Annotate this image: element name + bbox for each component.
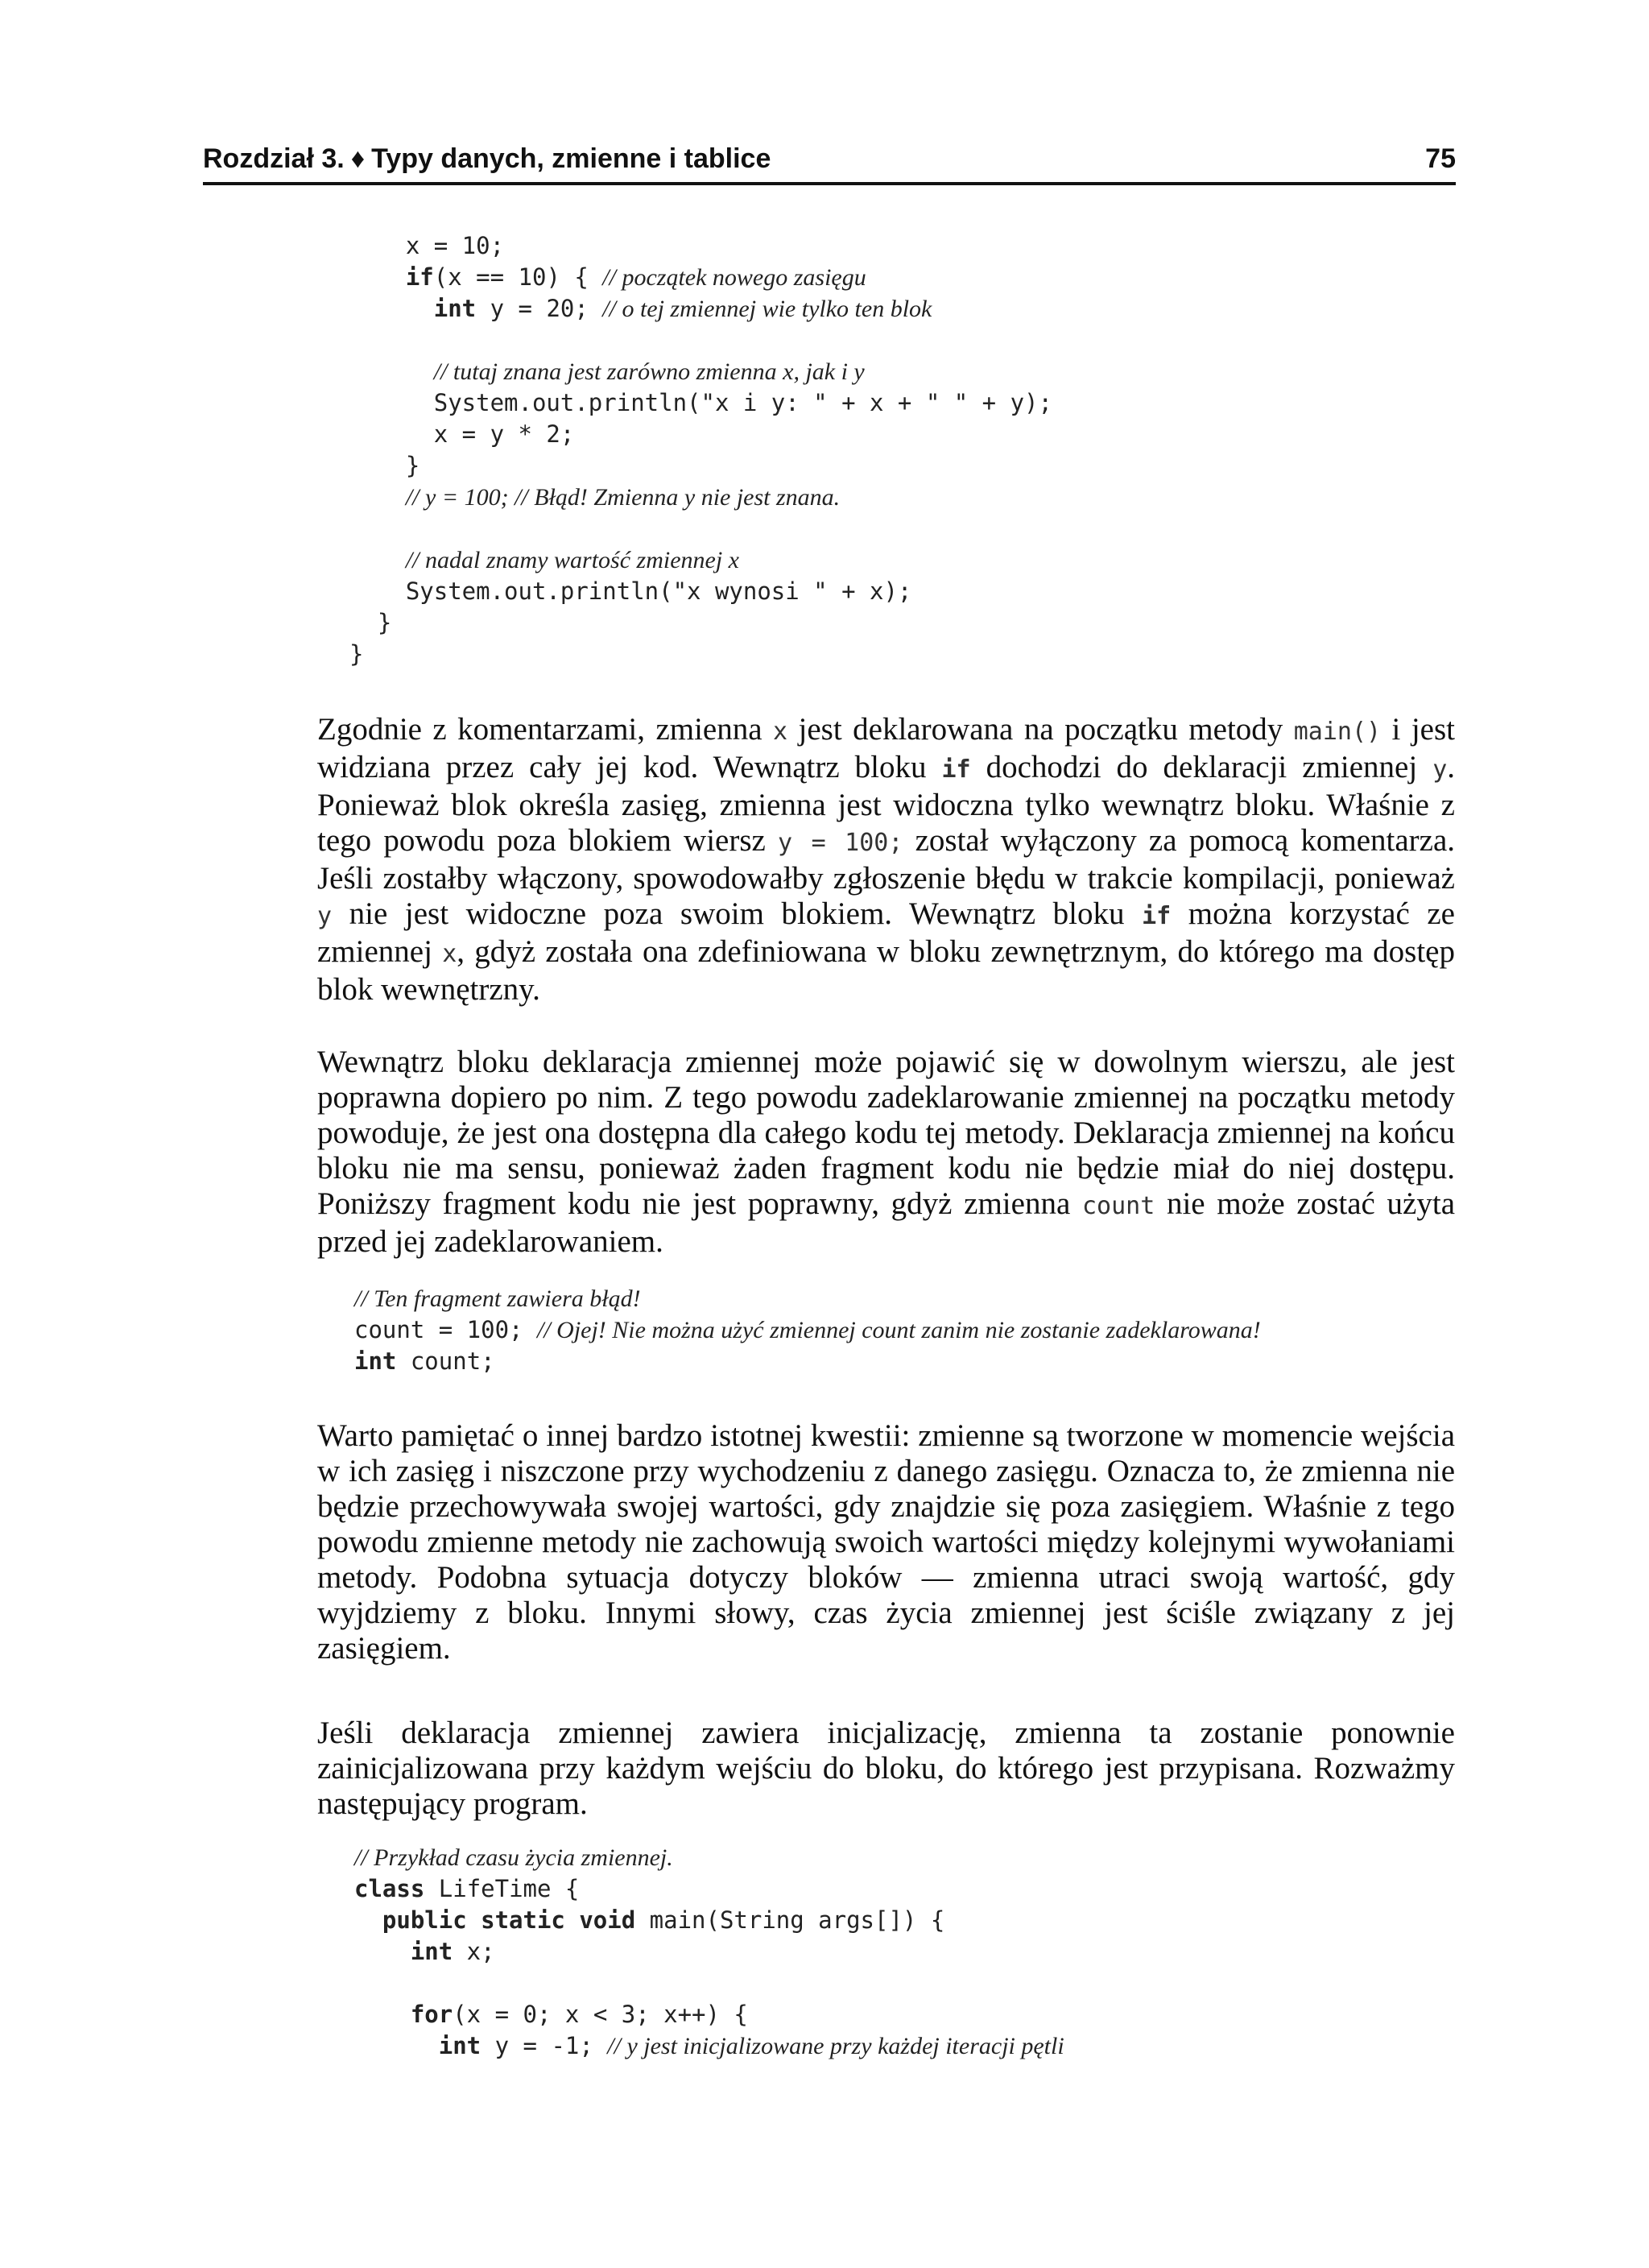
code-line (349, 544, 1052, 576)
code-line: int count; (354, 1347, 495, 1375)
code-comment: // początek nowego zasięgu (602, 264, 866, 291)
code-comment: // nadal znamy wartość zmiennej x (405, 547, 739, 573)
code-line: if(x == 10) { // początek nowego zasięgu (349, 263, 866, 291)
code-line: } (349, 609, 392, 636)
diamond-icon: ♦ (350, 143, 366, 174)
code-comment: // Ten fragment zawiera błąd! (354, 1285, 641, 1312)
inline-code: x (442, 940, 457, 968)
inline-code: x (773, 718, 788, 746)
chapter-name: Typy danych, zmienne i tablice (371, 143, 771, 174)
inline-code: if (941, 755, 971, 784)
body-paragraph: Jeśli deklaracja zmiennej zawiera inicjalizację, zmienna ta zostanie ponownie zainicjalizowana przy każdym wejściu do bloku, do którego jest przypisana. Rozważmy następujący program. (317, 1715, 1455, 1821)
code-line (349, 356, 1052, 387)
code-line: System.out.println("x wynosi " + x); (349, 577, 912, 605)
inline-code: y = 100; (778, 829, 903, 857)
code-line-blank (349, 325, 1052, 356)
code-block-lifetime-example (354, 1842, 1064, 2062)
code-block-error-example (354, 1283, 1261, 1377)
inline-code: if (1142, 902, 1172, 930)
page-number: 75 (1425, 143, 1456, 174)
code-line: for(x = 0; x < 3; x++) { (354, 2001, 748, 2028)
code-line (354, 1842, 1064, 1873)
inline-code: y (1432, 755, 1448, 784)
inline-code: count (1081, 1192, 1155, 1220)
body-paragraph: Warto pamiętać o innej bardzo istotnej kwestii: zmienne są tworzone w momencie wejścia w ich zasięg i niszczone przy wychodzeniu z danego zasięgu. Oznacza to, że zmienna nie będzie przechowywała swojej wartości, gdy znajdzie się poza zasięgiem. Właśnie z tego powodu zmienne metody nie zachowują swoich wartości między kolejnymi wywołaniami metody. Podobna sytuacja dotyczy bloków — zmienna utraci swoją wartość, gdy wyjdziemy z bloku. Innymi słowy, czas życia zmiennej jest ściśle związany z jej zasięgiem. (317, 1418, 1455, 1666)
code-line: } (349, 640, 364, 668)
running-header (203, 143, 1456, 185)
code-line (354, 1283, 1261, 1314)
code-comment: // Ojej! Nie można użyć zmiennej count zanim nie zostanie zadeklarowana! (536, 1317, 1261, 1343)
code-line: class LifeTime { (354, 1875, 580, 1902)
inline-code: y (317, 902, 333, 930)
code-line: x = y * 2; (349, 420, 575, 448)
code-line: count = 100; // Ojej! Nie można użyć zmiennej count zanim nie zostanie zadeklarowana! (354, 1316, 1261, 1343)
code-comment: // tutaj znana jest zarówno zmienna x, jak i y (433, 358, 865, 385)
body-paragraph: Zgodnie z komentarzami, zmienna x jest deklarowana na początku metody main() i jest widziana przez cały jej kod. Wewnątrz bloku if dochodzi do deklaracji zmiennej y. Ponieważ blok określa zasięg, zmienna jest widoczna tylko wewnątrz bloku. Właśnie z tego powodu poza blokiem wiersz y = 100; został wyłączony za pomocą komentarza. Jeśli zostałby włączony, spowodowałby zgłoszenie błędu w trakcie kompilacji, ponieważ y nie jest widoczne poza swoim blokiem. Wewnątrz bloku if można korzystać ze zmiennej x, gdyż została ona zdefiniowana w bloku zewnętrznym, do którego ma dostęp blok wewnętrzny. (317, 712, 1456, 1007)
code-block-scope-example (349, 230, 1052, 670)
code-comment: // Przykład czasu życia zmiennej. (354, 1844, 673, 1871)
code-line: int x; (354, 1938, 495, 1965)
code-line-blank (354, 1968, 1064, 1999)
code-line (349, 482, 1052, 513)
chapter-title (203, 143, 771, 175)
code-comment: // o tej zmiennej wie tylko ten blok (602, 296, 932, 322)
code-line: System.out.println("x i y: " + x + " " + y); (349, 389, 1052, 416)
code-line-blank (349, 513, 1052, 544)
inline-code: main() (1293, 718, 1382, 746)
code-line: x = 10; (349, 232, 505, 259)
chapter-number: Rozdział 3. (203, 143, 345, 174)
body-paragraph: Wewnątrz bloku deklaracja zmiennej może pojawić się w dowolnym wierszu, ale jest poprawna dopiero po nim. Z tego powodu zadeklarowanie zmiennej na początku metody powoduje, że jest ona dostępna dla całego kodu tej metody. Deklaracja zmiennej na końcu bloku nie ma sensu, ponieważ żaden fragment kodu nie będzie miał do niej dostępu. Poniższy fragment kodu nie jest poprawny, gdyż zmienna count nie może zostać użyta przed jej zadeklarowaniem. (317, 1045, 1455, 1259)
code-line: } (349, 452, 420, 479)
code-line: int y = 20; // o tej zmiennej wie tylko ten blok (349, 295, 932, 322)
code-line: int y = -1; // y jest inicjalizowane przy każdej iteracji pętli (354, 2032, 1064, 2059)
code-comment: // y jest inicjalizowane przy każdej iteracji pętli (607, 2033, 1064, 2059)
code-line: public static void main(String args[]) { (354, 1906, 945, 1934)
code-comment: // y = 100; // Błąd! Zmienna y nie jest znana. (405, 484, 841, 511)
